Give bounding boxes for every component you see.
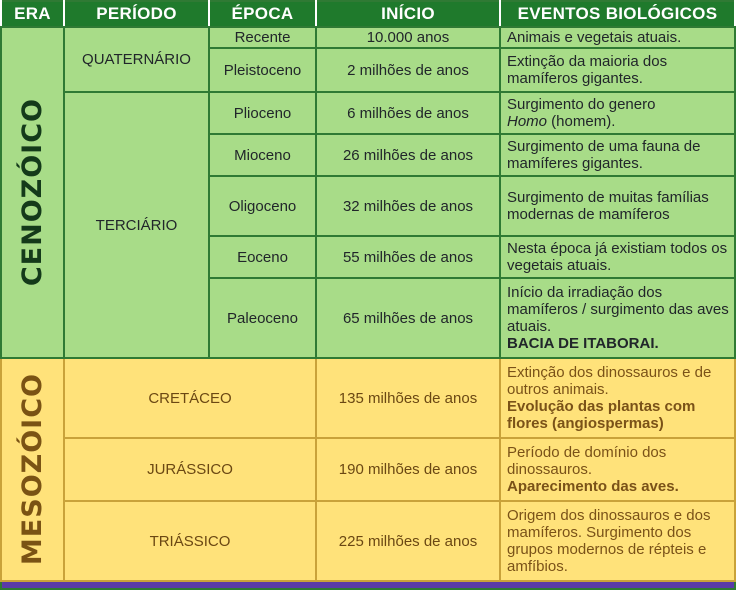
inicio-cell: 135 milhões de anos [316,358,500,438]
inicio-cell: 190 milhões de anos [316,438,500,501]
eventos-text: Extinção dos dinossauros e de outros animais. [507,364,712,398]
epoca-cell: Eoceno [209,236,316,278]
inicio-cell: 32 milhões de anos [316,176,500,236]
periodo-cell: JURÁSSICO [64,438,316,501]
periodo-terciario: TERCIÁRIO [64,92,209,358]
header-inicio: INÍCIO [316,1,500,27]
header-epoca: ÉPOCA [209,1,316,27]
era-mesozoico-cell [1,358,64,581]
table-row [1,92,735,134]
header-eventos: EVENTOS BIOLÓGICOS [500,1,735,27]
periodo-quaternario: QUATERNÁRIO [64,27,209,92]
eventos-text: Início da irradiação dos mamíferos / surgimento das aves atuais. [507,284,729,335]
epoca-cell: Paleoceno [209,278,316,358]
inicio-cell: 26 milhões de anos [316,134,500,176]
epoca-cell: Oligoceno [209,176,316,236]
epoca-cell: Plioceno [209,92,316,134]
era-mesozoico-label: MESOZÓICO [17,373,48,566]
table-row [1,501,735,581]
epoca-cell: Mioceno [209,134,316,176]
eventos-cell: Origem dos dinossauros e dos mamíferos. Surgimento dos grupos modernos de répteis e amfíbios. [500,501,735,581]
paleozoico-hint-row [1,581,735,589]
eventos-cell: Nesta época já existiam todos os vegetais atuais. [500,236,735,278]
inicio-cell: 10.000 anos [316,27,500,48]
eventos-text: Período de domínio dos dinossauros. [507,444,667,478]
era-cenozoico-cell [1,27,64,358]
eventos-text: (homem). [547,113,616,130]
eventos-cell [500,438,735,501]
eventos-cell: Extinção da maioria dos mamíferos gigantes. [500,48,735,92]
eventos-cell: Surgimento de uma fauna de mamíferes gigantes. [500,134,735,176]
eventos-cell: Surgimento de muitas famílias modernas de mamíferos [500,176,735,236]
header-era: ERA [1,1,64,27]
table-row [1,27,735,48]
eventos-bold: BACIA DE ITABORAI. [507,335,659,352]
inicio-cell: 6 milhões de anos [316,92,500,134]
eventos-text: Surgimento do genero [507,96,656,113]
table-row-partial [1,581,735,589]
eventos-cell [500,278,735,358]
eventos-cell [500,92,735,134]
eventos-cell: Animais e vegetais atuais. [500,27,735,48]
inicio-cell: 65 milhões de anos [316,278,500,358]
header-periodo: PERÍODO [64,1,209,27]
inicio-cell: 225 milhões de anos [316,501,500,581]
eventos-bold: Evolução das plantas com flores (angiospermas) [507,398,696,432]
periodo-cell: TRIÁSSICO [64,501,316,581]
epoca-cell: Recente [209,27,316,48]
epoca-cell: Pleistoceno [209,48,316,92]
eventos-bold: Aparecimento das aves. [507,478,679,495]
inicio-cell: 2 milhões de anos [316,48,500,92]
table-row [1,358,735,438]
eventos-cell [500,358,735,438]
era-cenozoico-label: CENOZÓICO [17,98,48,287]
header-row [1,1,735,27]
periodo-cell: CRETÁCEO [64,358,316,438]
table-row [1,438,735,501]
eventos-italic: Homo [507,113,548,130]
inicio-cell: 55 milhões de anos [316,236,500,278]
